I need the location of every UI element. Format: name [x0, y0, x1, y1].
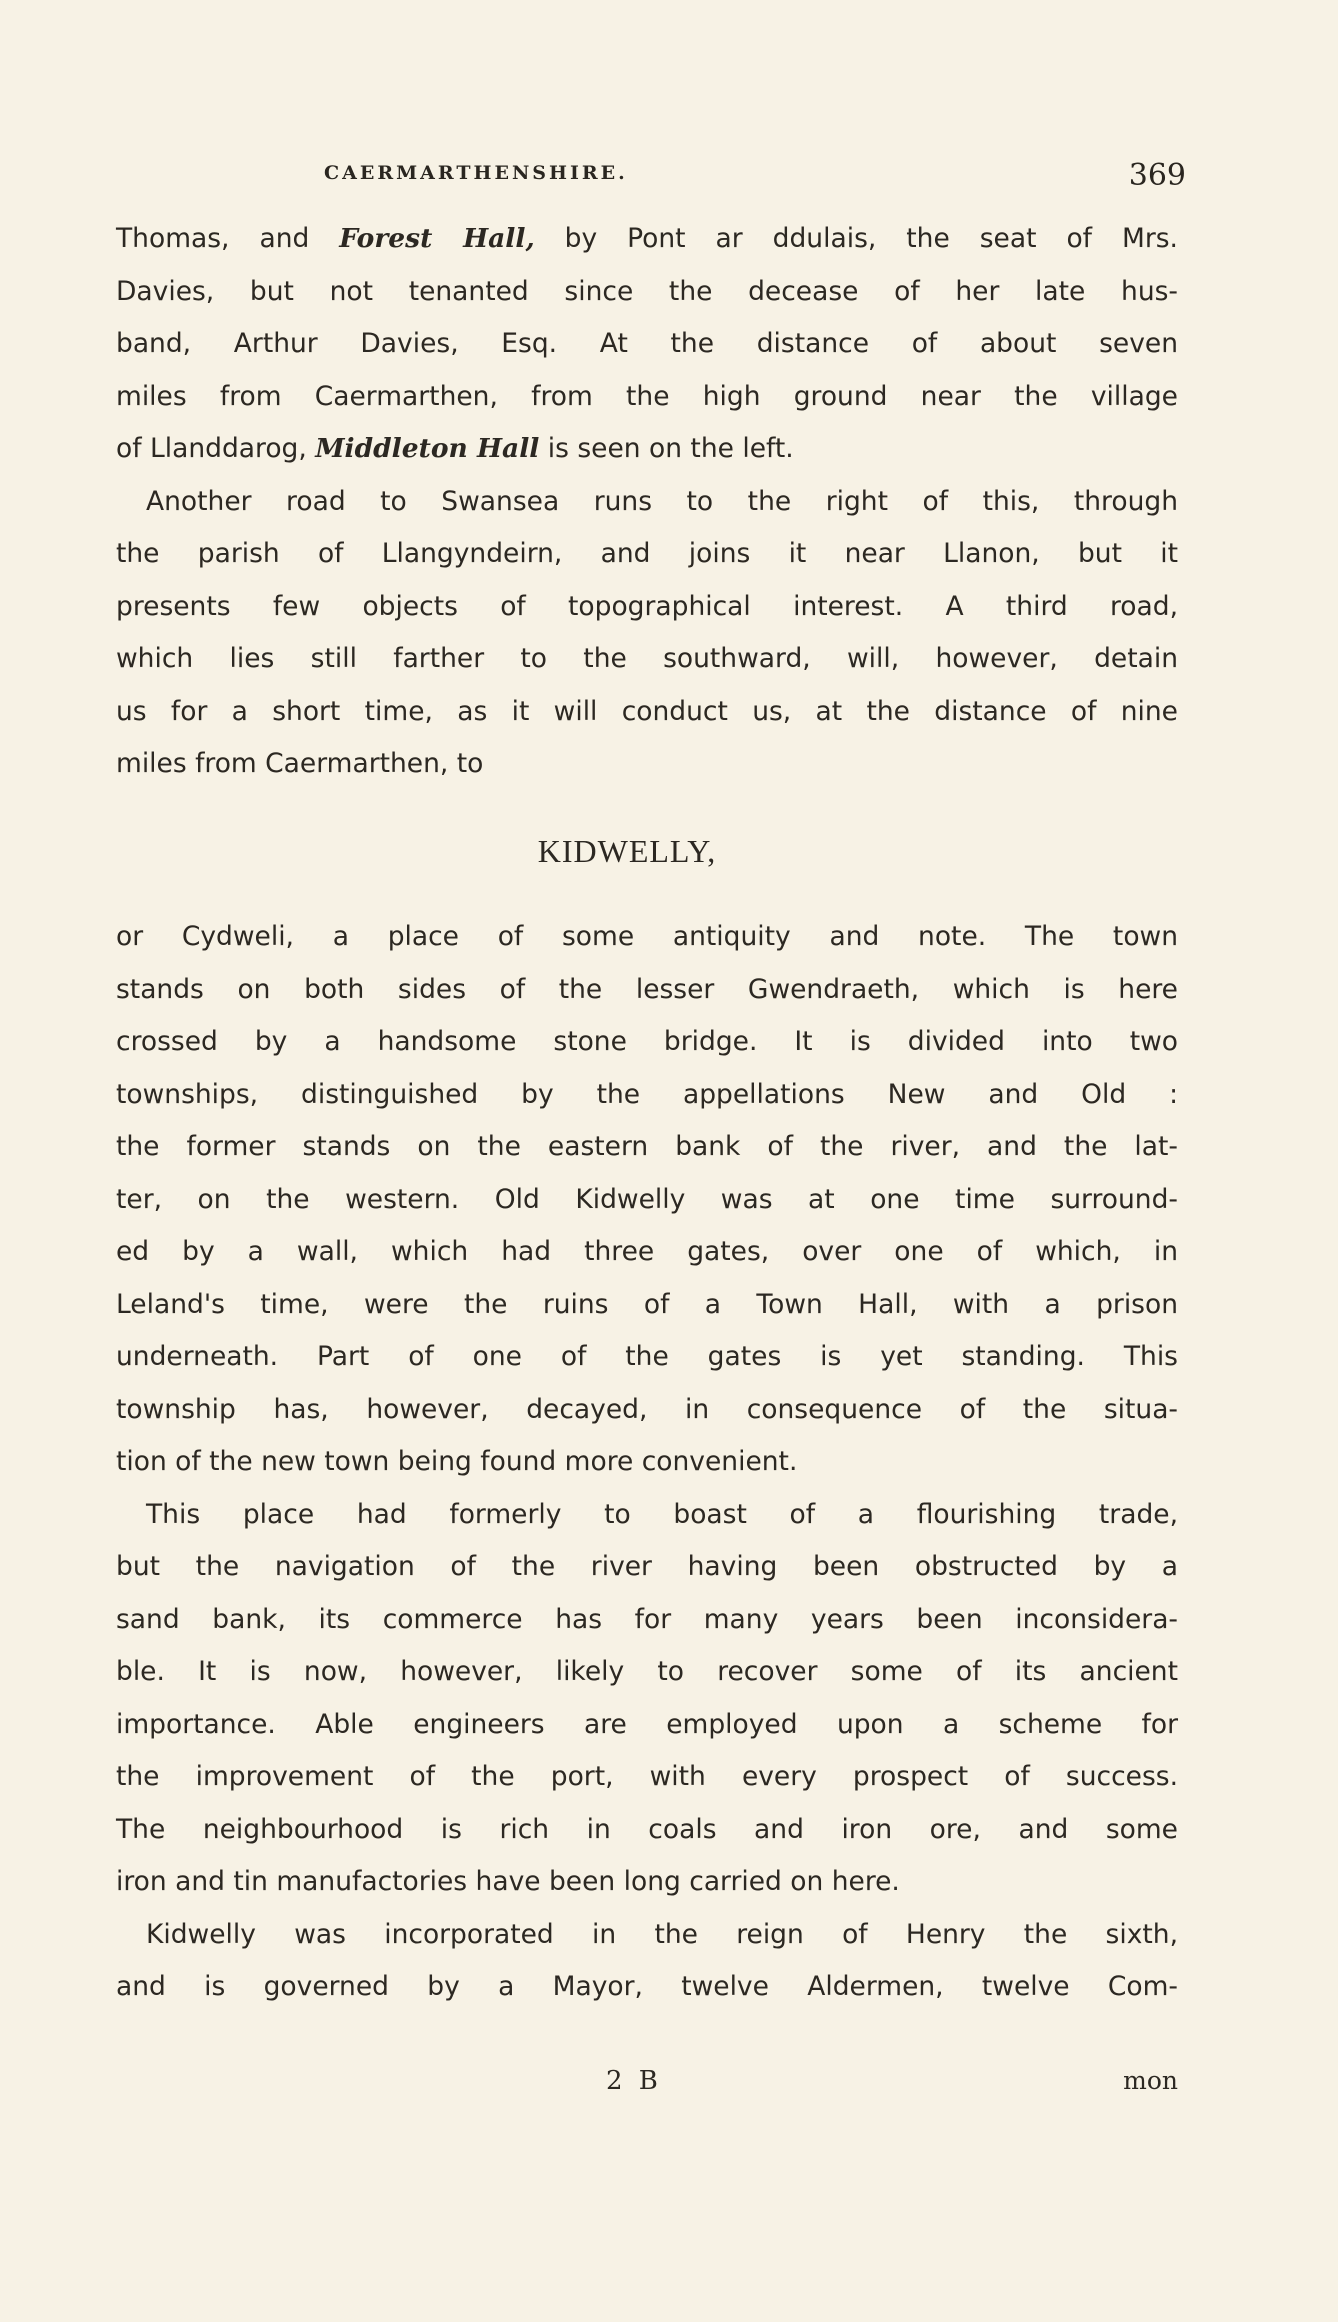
text-line: tion of the new town being found more convenient. — [116, 1446, 798, 1477]
text-line: stands on both sides of the lesser Gwendraeth, which is here — [116, 973, 1178, 1005]
text-line: The neighbourhood is rich in coals and iron ore, and some — [116, 1813, 1178, 1845]
text-line: the improvement of the port, with every prospect of success. — [116, 1761, 1178, 1792]
page-header — [116, 158, 1186, 198]
text-line: Leland's time, were the ruins of a Town Hall, with a prison — [116, 1288, 1178, 1320]
text-line: township has, however, decayed, in consequence of the situa- — [116, 1393, 1178, 1425]
paragraph — [116, 213, 1178, 476]
place-name-italic: Forest Hall, — [339, 223, 535, 254]
paragraph — [116, 911, 1178, 1489]
text-line: Another road to Swansea runs to the right of this, through — [146, 485, 1178, 517]
paragraph — [116, 1489, 1178, 1909]
text-line: but the navigation of the river having been obstructed by a — [116, 1551, 1178, 1582]
text-line: crossed by a handsome stone bridge. It is divided into two — [116, 1026, 1178, 1057]
text-line: miles from Caermarthen, from the high ground near the village — [116, 380, 1178, 412]
text-line: Davies, but not tenanted since the decease of her late hus- — [116, 275, 1178, 307]
text-line: Thomas, and Forest Hall, by Pont ar ddulais, the seat of Mrs. — [116, 223, 1178, 254]
text-line: importance. Able engineers are employed upon a scheme for — [116, 1708, 1178, 1740]
text-line: which lies still farther to the southward, will, however, detain — [116, 643, 1178, 674]
text-line: ed by a wall, which had three gates, over one of which, in — [116, 1236, 1178, 1267]
body-text — [116, 213, 1178, 2014]
text-line: the parish of Llangyndeirn, and joins it near Llanon, but it — [116, 538, 1178, 569]
text-line: and is governed by a Mayor, twelve Aldermen, twelve Com- — [116, 1971, 1178, 2002]
paragraph — [116, 1909, 1178, 2014]
text-line: or Cydweli, a place of some antiquity and note. The town — [116, 921, 1178, 952]
running-title: CAERMARTHENSHIRE. — [324, 162, 628, 184]
text-line: us for a short time, as it will conduct us, at the distance of nine — [116, 695, 1178, 727]
text-line: band, Arthur Davies, Esq. At the distance of about seven — [116, 328, 1178, 359]
place-name-italic: Middleton Hall — [315, 433, 540, 464]
paragraph — [116, 476, 1178, 791]
text-line: of Llanddarog, Middleton Hall is seen on the left. — [116, 433, 794, 464]
text-line: Kidwelly was incorporated in the reign of Henry the sixth, — [146, 1918, 1178, 1950]
text-line: sand bank, its commerce has for many years been inconsidera- — [116, 1603, 1178, 1635]
signature-mark: 2 B — [606, 2066, 662, 2096]
text-line: townships, distinguished by the appellations New and Old : — [116, 1078, 1178, 1110]
page-number: 369 — [1128, 158, 1186, 193]
page-footer — [116, 2066, 1178, 2106]
catchword: mon — [1123, 2066, 1178, 2095]
text-line: ter, on the western. Old Kidwelly was at one time surround- — [116, 1183, 1178, 1215]
text-line: iron and tin manufactories have been long carried on here. — [116, 1866, 900, 1897]
text-line: presents few objects of topographical interest. A third road, — [116, 590, 1178, 622]
text-line: miles from Caermarthen, to — [116, 748, 484, 779]
text-line: This place had formerly to boast of a flourishing trade, — [146, 1498, 1178, 1530]
section-title: KIDWELLY, — [537, 832, 717, 869]
text-line: the former stands on the eastern bank of the river, and the lat- — [116, 1131, 1178, 1162]
text-line: underneath. Part of one of the gates is yet standing. This — [116, 1341, 1178, 1372]
text-line: ble. It is now, however, likely to recover some of its ancient — [116, 1656, 1178, 1687]
